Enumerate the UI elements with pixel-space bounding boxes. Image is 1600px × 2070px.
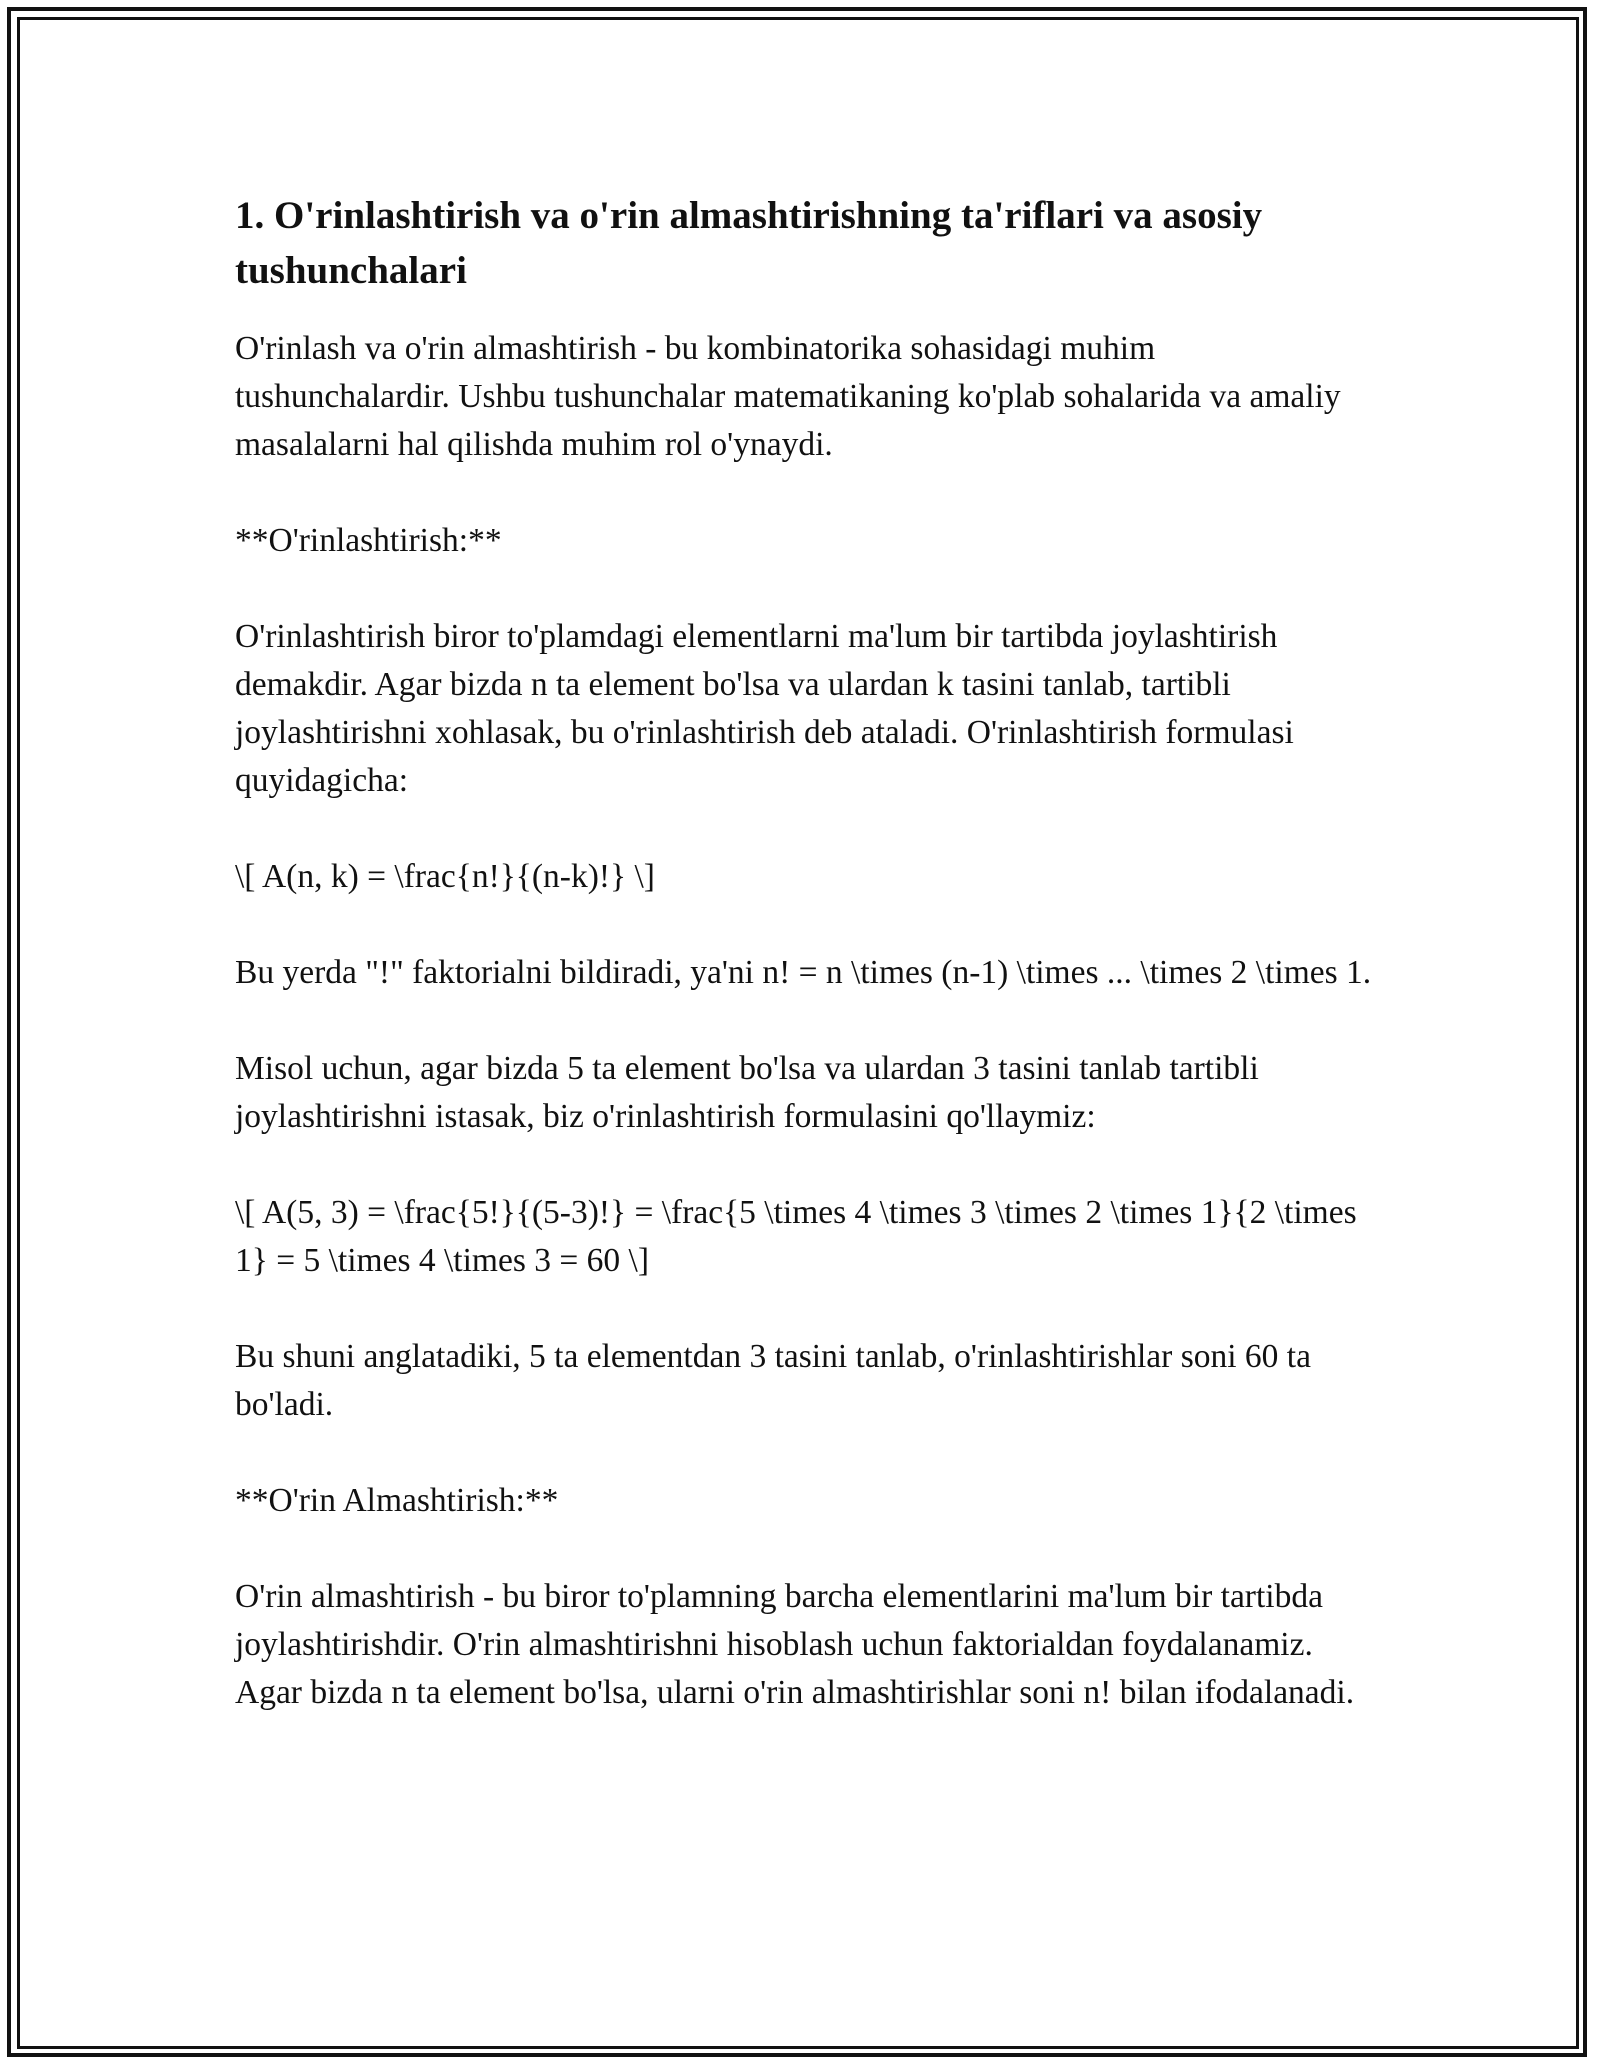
formula-arrangement: \[ A(n, k) = \frac{n!}{(n-k)!} \] <box>235 858 655 895</box>
definition-paragraph: O'rinlashtirish biror to'plamdagi elementlarni ma'lum bir tartibda joylashtirish demakdir. Agar bizda n ta element bo'lsa va ulardan k tasini tanlab, tartibli joylashtirishni xohlasak, bu o'rinlashtirish deb ataladi. O'rinlashtirish formulasi quyidagicha: <box>235 618 1294 799</box>
permutation-paragraph: O'rin almashtirish - bu biror to'plamning barcha elementlarini ma'lum bir tartibda joylashtirishdir. O'rin almashtirishni hisoblash uchun faktorialdan foydalanamiz. Agar bizda n ta element bo'lsa, ularni o'rin almashtirishlar soni n! bilan ifodalanadi. <box>235 1578 1355 1711</box>
factorial-note: Bu yerda "!" faktorialni bildiradi, ya'ni n! = n \times (n-1) \times ... \times 2 \times 1. <box>235 954 1372 991</box>
intro-paragraph: O'rinlash va o'rin almashtirish - bu kombinatorika sohasidagi muhim tushunchalardir. Ushbu tushunchalar matematikaning ko'plab sohalarida va amaliy masalalarni hal qilishda muhim rol o'ynaydi. <box>235 330 1341 463</box>
formula-example: \[ A(5, 3) = \frac{5!}{(5-3)!} = \frac{5 \times 4 \times 3 \times 2 \times 1}{2 \times 1} = 5 \times 4 \times 3 = 60 \] <box>235 1194 1357 1279</box>
document-body <box>235 188 1375 1765</box>
subheading-orinlashtirish: **O'rinlashtirish:** <box>235 522 502 559</box>
example-result: Bu shuni anglatadiki, 5 ta elementdan 3 tasini tanlab, o'rinlashtirishlar soni 60 ta bo'ladi. <box>235 1338 1311 1423</box>
subheading-orin-almashtirish: **O'rin Almashtirish:** <box>235 1482 559 1519</box>
section-heading: 1. O'rinlashtirish va o'rin almashtirishning ta'riflari va asosiy tushunchalari <box>235 194 1263 292</box>
example-paragraph: Misol uchun, agar bizda 5 ta element bo'lsa va ulardan 3 tasini tanlab tartibli joylashtirishni istasak, biz o'rinlashtirish formulasini qo'llaymiz: <box>235 1050 1259 1135</box>
